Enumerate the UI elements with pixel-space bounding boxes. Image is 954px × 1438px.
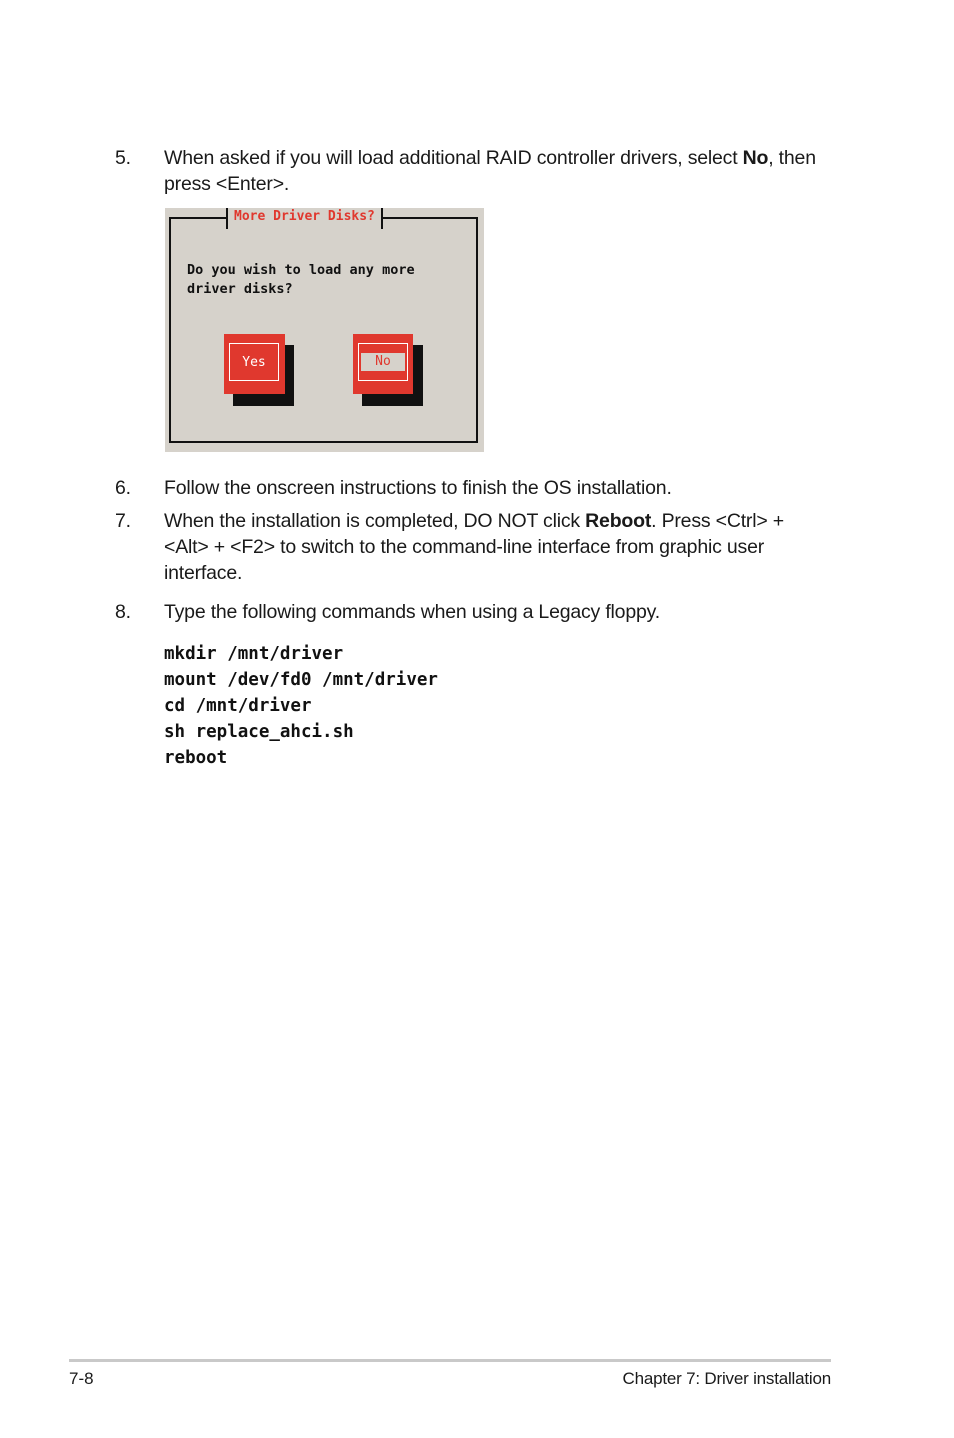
- page-number: 7-8: [69, 1369, 94, 1388]
- command-line: mkdir /mnt/driver: [164, 644, 344, 664]
- command-line: cd /mnt/driver: [164, 696, 312, 716]
- driver-disks-dialog-screenshot: [165, 208, 484, 452]
- step-number: 8.: [115, 601, 131, 623]
- no-button[interactable]: [353, 334, 413, 394]
- step-number: 5.: [115, 147, 131, 169]
- footer-divider: [69, 1359, 831, 1362]
- step-text: When asked if you will load additional RAID controller drivers, select No, then press <Enter>.: [164, 147, 816, 195]
- dialog-message: Do you wish to load any more driver disks?: [187, 262, 415, 297]
- yes-button-label: Yes: [242, 355, 266, 370]
- command-line: reboot: [164, 748, 228, 768]
- command-line: sh replace_ahci.sh: [164, 722, 354, 742]
- reboot-emphasis: Reboot: [585, 510, 652, 532]
- yes-button[interactable]: [224, 334, 285, 394]
- step-text: When the installation is completed, DO NOT click Reboot. Press <Ctrl> + <Alt> + <F2> to switch to the command-line interface from graphic user interface.: [164, 510, 784, 584]
- step-number: 6.: [115, 477, 131, 499]
- no-option-emphasis: No: [742, 147, 769, 169]
- step-text: Follow the onscreen instructions to finish the OS installation.: [164, 477, 672, 499]
- command-line: mount /dev/fd0 /mnt/driver: [164, 670, 438, 690]
- step-number: 7.: [115, 510, 131, 532]
- dialog-frame: [169, 217, 478, 443]
- command-block: [164, 641, 438, 771]
- dialog-title: More Driver Disks?: [226, 208, 383, 229]
- no-button-label: No: [361, 353, 405, 371]
- step-text: Type the following commands when using a Legacy floppy.: [164, 601, 660, 623]
- chapter-title: Chapter 7: Driver installation: [622, 1369, 831, 1388]
